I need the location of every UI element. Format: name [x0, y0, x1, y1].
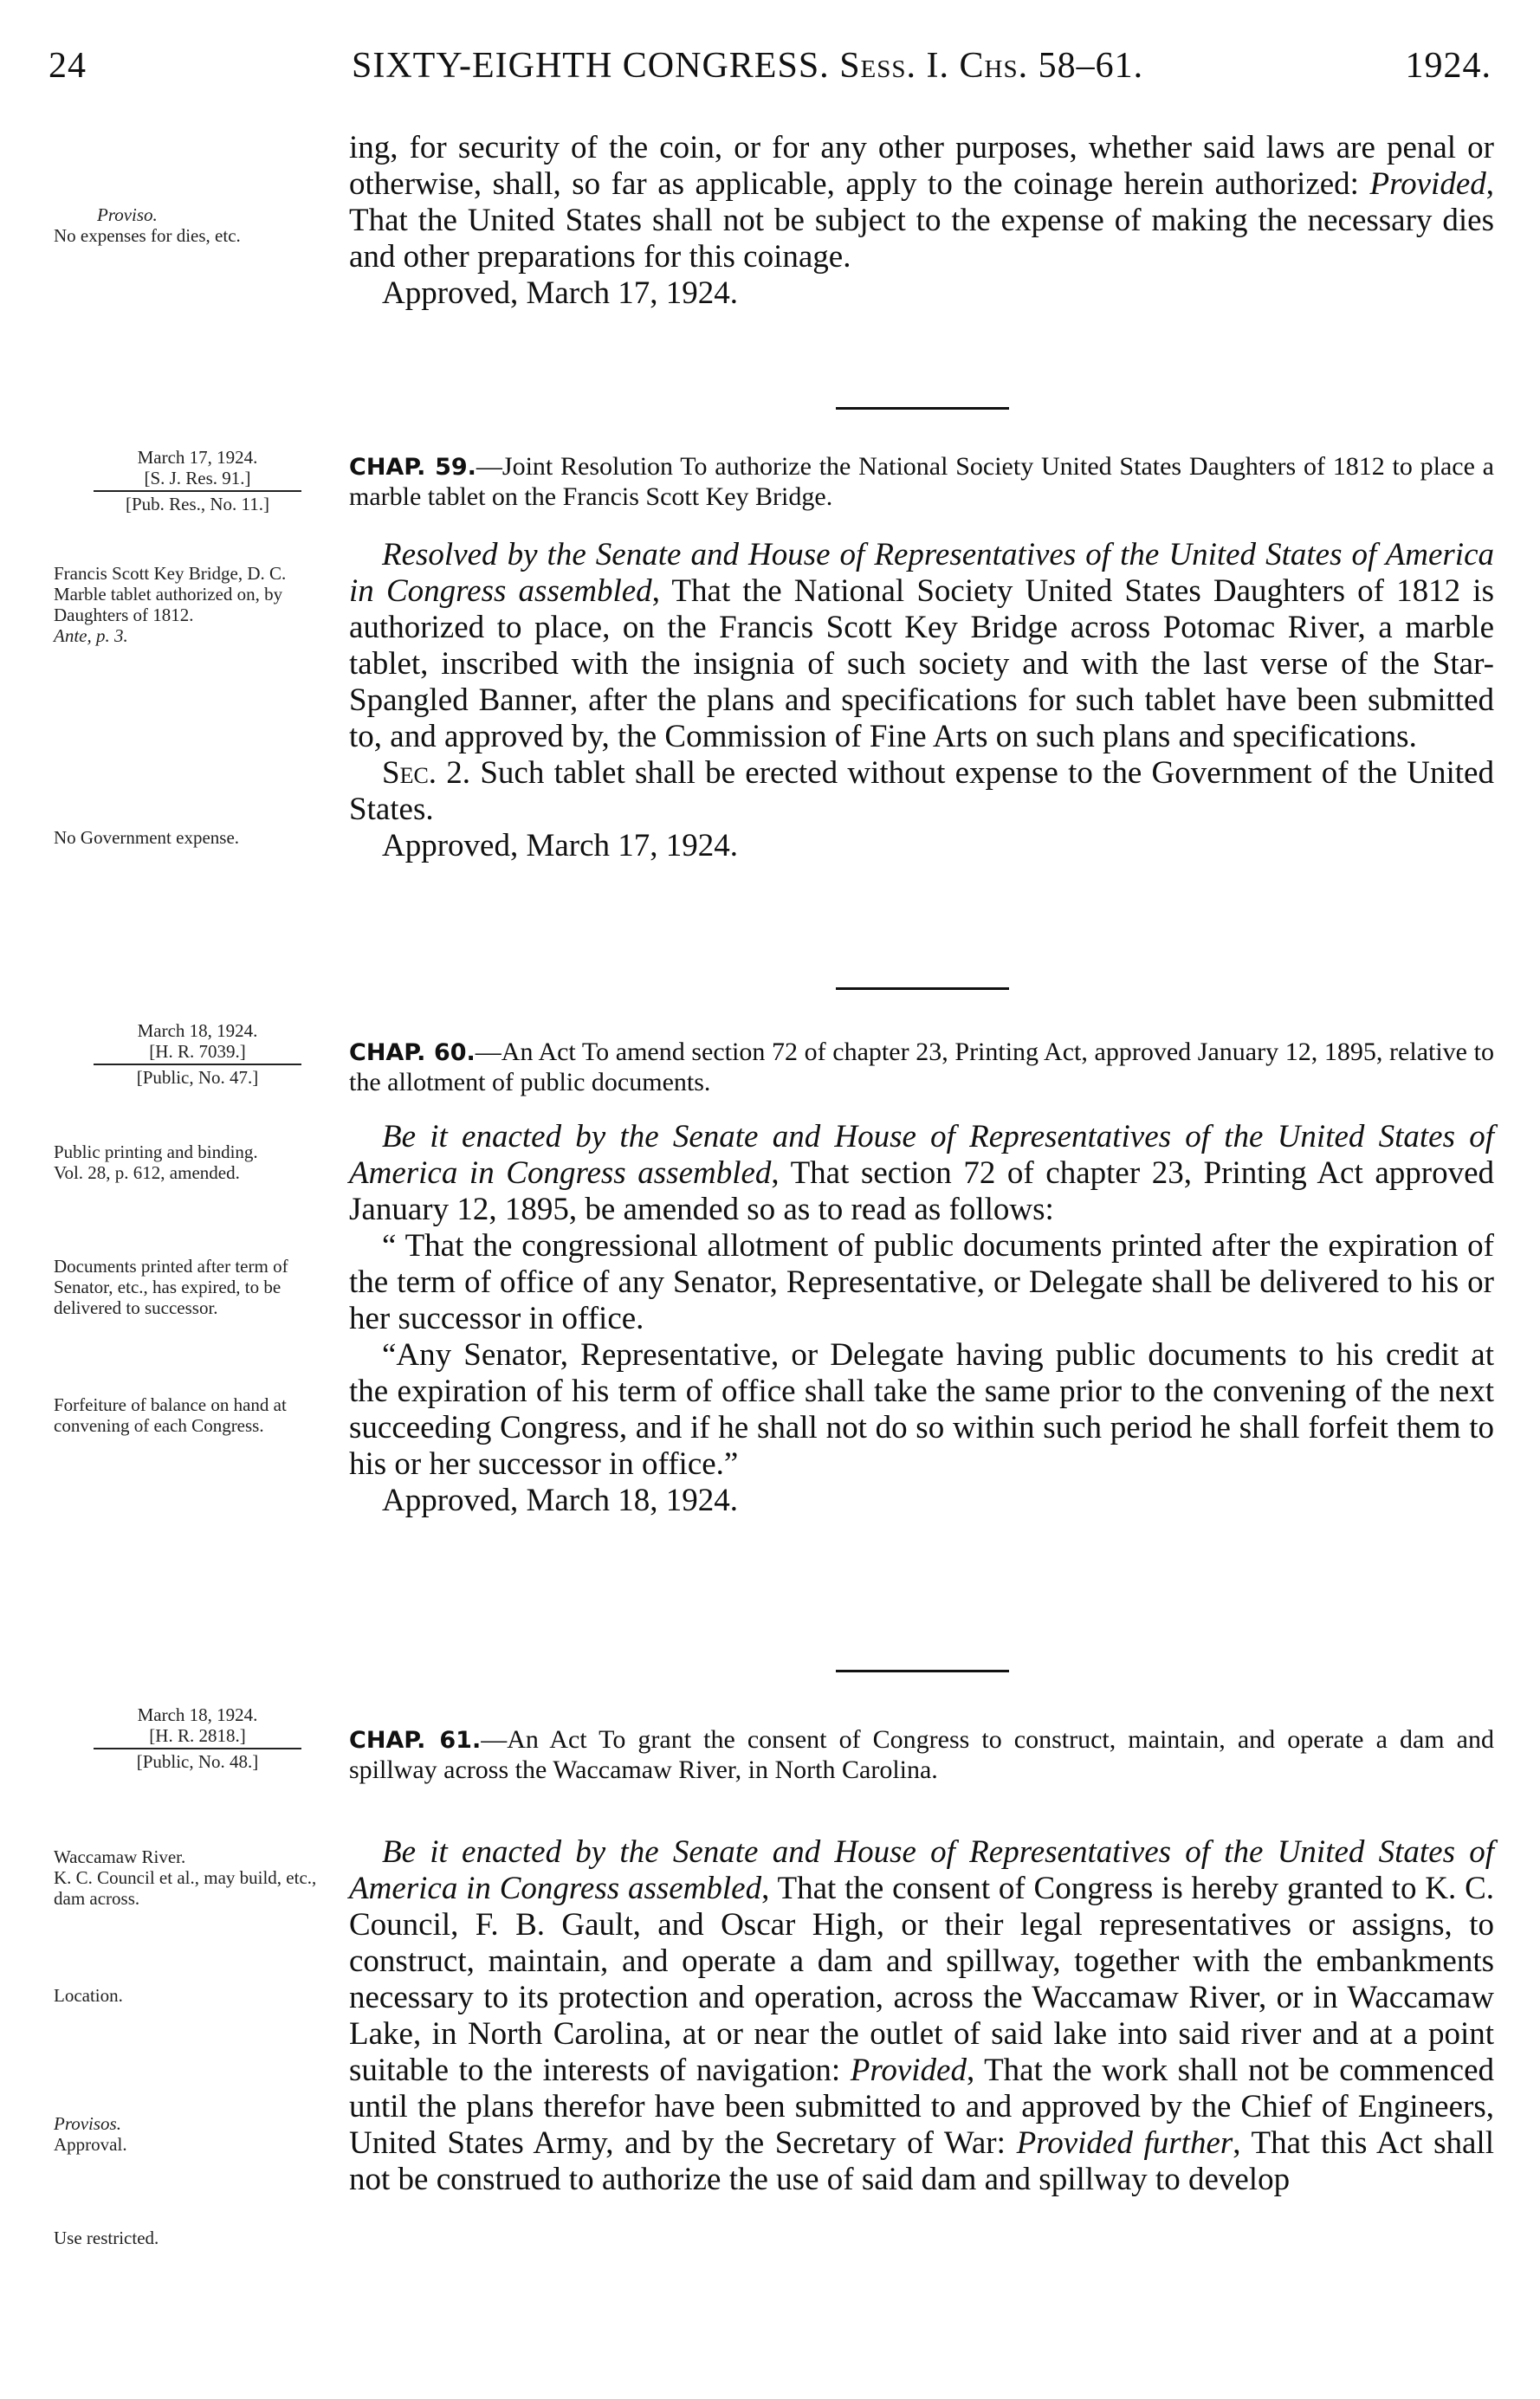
chapter-title: —An Act To amend section 72 of chapter 23, Printing Act, approved January 12, 1895, relative to the allotment of public documents.: [349, 1038, 1494, 1096]
margin-note: Forfeiture of balance on hand at convening of each Congress.: [54, 1394, 287, 1436]
session-label: Sess. I.: [839, 46, 950, 86]
section-label: Sec. 2.: [382, 755, 471, 791]
quoted-paragraph: “ That the congressional allotment of public documents printed after the expiration of the term of office of any Senator, Representative, or Delegate shall be delivered to his or her successor in office.: [349, 1228, 1494, 1336]
rule-divider: [94, 1748, 301, 1749]
public-number: [Public, No. 48.]: [136, 1751, 259, 1772]
chap60-margin-notes-c: [54, 1394, 340, 1436]
section-58-paragraph: [349, 130, 1494, 275]
margin-note-proviso: [54, 204, 340, 246]
enactment-date: March 18, 1924.: [137, 1704, 258, 1725]
text-run: , That this Act shall not be construed to authorize the use of said dam and spillway to develop: [349, 2125, 1494, 2197]
margin-note: Marble tablet authorized on, by Daughters of 1812.: [54, 584, 283, 625]
chapters-label: Chs. 58–61.: [959, 46, 1144, 86]
text-run: , That section 72 of chapter 23, Printing Act approved January 12, 1895, be amended so as to read as follows:: [349, 1155, 1494, 1227]
margin-note-text: No expenses for dies, etc.: [54, 225, 241, 246]
rule-divider: [94, 490, 301, 492]
text-run: Such tablet shall be erected without expense to the Government of the United States.: [349, 755, 1494, 827]
enacting-clause: Be it enacted by the Senate and House of Representatives of the United States of America in Congress assembled: [349, 1834, 1494, 1906]
congress-title: SIXTY-EIGHTH CONGRESS.: [352, 46, 830, 86]
margin-note: Public printing and binding.: [54, 1141, 258, 1162]
chapter-title: —An Act To grant the consent of Congress to construct, maintain, and operate a dam and spillway across the Waccamaw River, in North Carolina.: [349, 1725, 1494, 1784]
chap61-margin-ref: [68, 1704, 327, 1772]
public-number: [Public, No. 47.]: [136, 1067, 259, 1088]
page-number: 24: [49, 46, 87, 86]
margin-note: Documents printed after term of Senator, etc., has expired, to be delivered to successor.: [54, 1256, 288, 1318]
chap61-margin-notes-c: [54, 2113, 340, 2155]
margin-note: Vol. 28, p. 612, amended.: [54, 1162, 240, 1183]
margin-note: Location.: [54, 1985, 123, 2006]
page-title: [352, 45, 1143, 87]
chapter-number: CHAP. 59.: [349, 454, 476, 481]
enacting-clause: Be it enacted by the Senate and House of Representatives of the United States of America in Congress assembled: [349, 1119, 1494, 1191]
public-number: [Pub. Res., No. 11.]: [125, 494, 270, 514]
chap59-margin-ref: [68, 447, 327, 514]
margin-note: Francis Scott Key Bridge, D. C.: [54, 563, 287, 584]
proviso-word: Provided: [1369, 166, 1486, 202]
margin-note: K. C. Council et al., may build, etc., dam across.: [54, 1867, 317, 1909]
enactment-date: March 18, 1924.: [137, 1020, 258, 1041]
text-run: , That the consent of Congress is hereby granted to K. C. Council, F. B. Gault, and Oscar High, or their legal representatives or assigns, to construct, maintain, and operate a dam and spillway, together with the embankments necessary to its protection and operation, across the Waccamaw River, or in Waccamaw Lake, in North Carolina, at or near the outlet of said lake into said river and at a point suitable to the interests of navigation:: [349, 1871, 1494, 2088]
chap61-margin-notes-b: [54, 1985, 340, 2006]
chap61-text: [349, 1834, 1494, 2198]
enacting-clause: Resolved by the Senate and House of Representatives of the United States of America in Congress assembled: [349, 537, 1494, 609]
proviso-word: Provided: [850, 2053, 967, 2088]
approval-line: Approved, March 17, 1924.: [382, 828, 739, 863]
margin-note: Use restricted.: [54, 2228, 159, 2248]
chap61-margin-notes-d: [54, 2228, 340, 2248]
chap61-heading: [349, 1725, 1494, 1785]
text-run: ing, for security of the coin, or for any other purposes, whether said laws are penal or otherwise, shall, so far as applicable, apply to the coinage herein authorized:: [349, 130, 1494, 202]
provisos-label: Provisos.: [54, 2113, 121, 2134]
bill-number: [H. R. 7039.]: [149, 1041, 246, 1062]
chap61-margin-notes-a: [54, 1846, 340, 1909]
text-run: , That the National Society United States Daughters of 1812 is authorized to place, on the Francis Scott Key Bridge across Potomac River, a marble tablet, inscribed with the insignia of such society and with the last verse of the Star-Spangled Banner, after the plans and specifications for such tablet have been submitted to, and approved by, the Commission of Fine Arts on such plans and specifications.: [349, 573, 1494, 754]
approval-line: Approved, March 18, 1924.: [382, 1483, 739, 1518]
enactment-date: March 17, 1924.: [137, 447, 258, 468]
bill-number: [H. R. 2818.]: [149, 1725, 246, 1746]
text-run: , That the United States shall not be subject to the expense of making the necessary dies and other preparations for this coinage.: [349, 166, 1494, 275]
chap59-heading: [349, 452, 1494, 512]
proviso-label: Proviso.: [97, 204, 158, 225]
chapter-title: —Joint Resolution To authorize the National Society United States Daughters of 1812 to place a marble tablet on the Francis Scott Key Bridge.: [349, 452, 1494, 511]
quoted-paragraph: “Any Senator, Representative, or Delegate having public documents to his credit at the expiration of his term of office shall take the same prior to the convening of the next succeeding Congress, and if he shall not do so within such period he shall forfeit them to his or her successor in office.”: [349, 1337, 1494, 1482]
running-head: [49, 45, 1491, 97]
margin-note: Waccamaw River.: [54, 1846, 186, 1867]
section-divider: [836, 407, 1009, 410]
chap60-margin-notes-a: [54, 1141, 340, 1183]
chapter-number: CHAP. 60.: [349, 1039, 476, 1066]
enacting-paragraph: [349, 1119, 1494, 1228]
text-run: , That the work shall not be commenced until the plans therefor have been submitted to and approved by the Chief of Engineers, United States Army, and by the Secretary of War:: [349, 2053, 1495, 2161]
chap59-margin-notes: [54, 563, 340, 646]
rule-divider: [94, 1064, 301, 1065]
chap60-text: [349, 1119, 1494, 1519]
header-year: 1924.: [1405, 46, 1491, 86]
chapter-number: CHAP. 61.: [349, 1727, 482, 1754]
chap59-margin-note-expense: [54, 827, 340, 848]
margin-note: Approval.: [54, 2134, 127, 2155]
section-58-text: [349, 130, 1494, 312]
approval-line: Approved, March 17, 1924.: [382, 275, 739, 311]
enacting-paragraph: [349, 537, 1494, 755]
section-divider: [836, 1670, 1009, 1672]
margin-note-cite: Ante, p. 3.: [54, 625, 128, 646]
chap59-text: [349, 537, 1494, 864]
bill-number: [S. J. Res. 91.]: [144, 468, 251, 488]
margin-note: No Government expense.: [54, 827, 240, 848]
proviso-word: Provided further: [1016, 2125, 1233, 2161]
section-divider: [836, 987, 1009, 990]
section-2-paragraph: [349, 755, 1494, 828]
enacting-paragraph: [349, 1834, 1494, 2198]
chap60-heading: [349, 1038, 1494, 1097]
chap60-margin-notes-b: [54, 1256, 340, 1318]
chap60-margin-ref: [68, 1020, 327, 1088]
